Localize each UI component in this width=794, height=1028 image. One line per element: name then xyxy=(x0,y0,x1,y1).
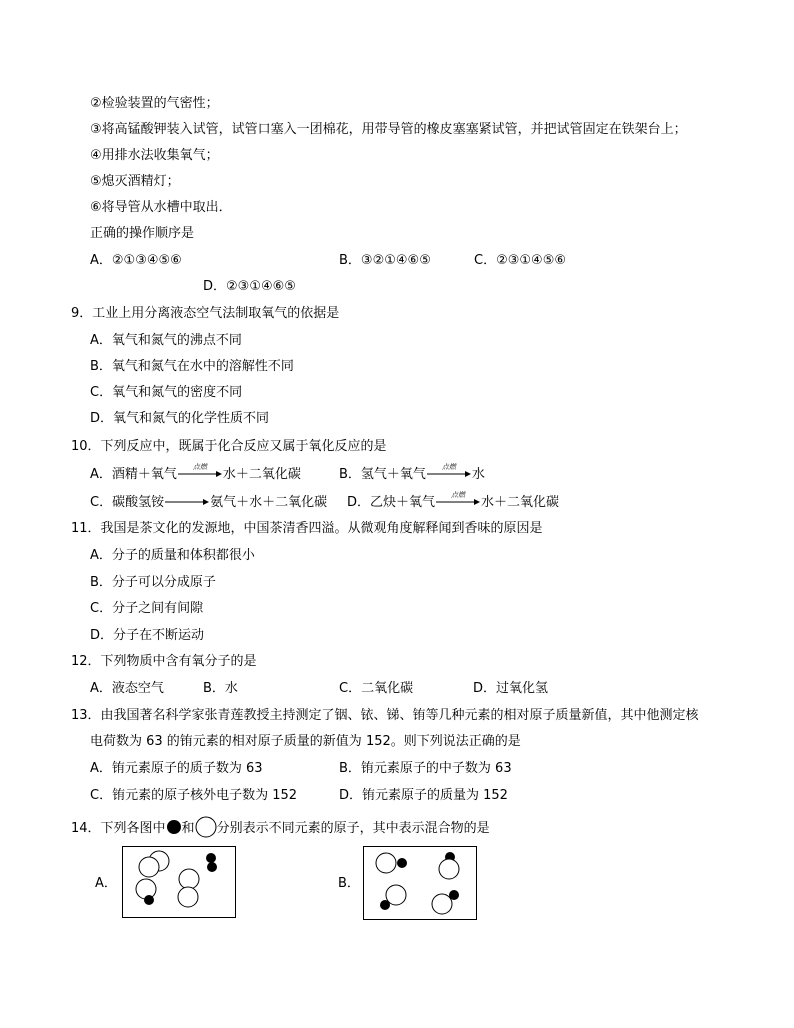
q10-d-products: 水＋二氧化碳 xyxy=(481,495,560,510)
q13-option-d[interactable]: D．铕元素原子的质量为 152 xyxy=(339,788,508,803)
q10-option-d[interactable] xyxy=(347,491,560,511)
q14-option-a-label[interactable]: A． xyxy=(95,876,117,891)
q13-stem-line1: 13．由我国著名科学家张青莲教授主持测定了铟、铱、锑、铕等几种元素的相对原子质量新值，其中他测定核 xyxy=(71,708,699,723)
step-3: ③将高锰酸钾装入试管，试管口塞入一团棉花，用带导管的橡皮塞塞紧试管，并把试管固定在铁架台上； xyxy=(90,122,687,137)
filled-atom-icon xyxy=(166,819,182,835)
step-6: ⑥将导管从水槽中取出． xyxy=(90,200,232,215)
reaction-condition: 点燃 xyxy=(451,491,466,499)
q14-option-a-diagram[interactable] xyxy=(122,846,236,918)
q10-c-reactants: C．碳酸氢铵 xyxy=(90,495,165,510)
reaction-arrow-icon xyxy=(178,463,222,480)
q13-option-a[interactable]: A．铕元素原子的质子数为 63 xyxy=(90,761,263,776)
step-2: ②检验装置的气密性； xyxy=(90,96,219,111)
q14-stem-and: 和 xyxy=(181,821,195,836)
hollow-atom-icon xyxy=(195,816,217,838)
q10-d-reactants: D．乙炔＋氧气 xyxy=(347,495,436,510)
q10-b-products: 水 xyxy=(471,467,485,482)
q10-a-products: 水＋二氧化碳 xyxy=(222,467,301,482)
q10-option-a[interactable] xyxy=(90,463,301,483)
reaction-condition: 点燃 xyxy=(192,463,207,471)
particle-diagram-b xyxy=(364,847,476,919)
q14-stem xyxy=(71,816,490,838)
q14-option-b-diagram[interactable] xyxy=(363,846,477,920)
q10-option-c[interactable] xyxy=(90,494,327,511)
q9-option-c[interactable]: C．氧气和氮气的密度不同 xyxy=(90,385,243,400)
reaction-arrow-icon xyxy=(165,494,209,508)
q8-option-c[interactable]: C．②③①④⑤⑥ xyxy=(474,253,567,268)
q10-a-reactants: A．酒精＋氧气 xyxy=(90,467,177,482)
q9-stem: 9．工业上用分离液态空气法制取氧气的依据是 xyxy=(71,306,340,321)
reaction-condition: 点燃 xyxy=(441,463,456,471)
q11-option-b[interactable]: B．分子可以分成原子 xyxy=(90,575,216,590)
q11-option-d[interactable]: D．分子在不断运动 xyxy=(90,628,205,643)
q9-option-b[interactable]: B．氧气和氮气在水中的溶解性不同 xyxy=(90,359,294,374)
q11-option-a[interactable]: A．分子的质量和体积都很小 xyxy=(90,548,255,563)
q10-stem: 10．下列反应中，既属于化合反应又属于氧化反应的是 xyxy=(71,439,387,454)
q10-b-reactants: B．氢气＋氧气 xyxy=(339,467,426,482)
q14-stem-start: 14．下列各图中 xyxy=(71,821,166,836)
q12-option-a[interactable]: A．液态空气 xyxy=(90,681,164,696)
q14-stem-end: 分别表示不同元素的原子，其中表示混合物的是 xyxy=(216,821,490,836)
q8-option-a[interactable]: A．②①③④⑤⑥ xyxy=(90,253,182,268)
q8-option-d[interactable]: D．②③①④⑥⑤ xyxy=(203,279,296,294)
q14-option-b-label[interactable]: B． xyxy=(338,876,360,891)
q13-option-c[interactable]: C．铕元素的原子核外电子数为 152 xyxy=(90,788,298,803)
q9-option-a[interactable]: A．氧气和氮气的沸点不同 xyxy=(90,333,242,348)
reaction-arrow-icon xyxy=(436,491,480,508)
q9-option-d[interactable]: D．氧气和氮气的化学性质不同 xyxy=(90,411,270,426)
q10-option-b[interactable] xyxy=(339,463,485,483)
q13-option-b[interactable]: B．铕元素原子的中子数为 63 xyxy=(339,761,512,776)
q10-c-products: 氨气＋水＋二氧化碳 xyxy=(210,495,328,510)
q8-prompt: 正确的操作顺序是 xyxy=(90,226,195,241)
particle-diagram-a xyxy=(123,847,235,917)
q12-option-b[interactable]: B．水 xyxy=(203,681,238,696)
q12-option-c[interactable]: C．二氧化碳 xyxy=(339,681,414,696)
step-5: ⑤熄灭酒精灯； xyxy=(90,174,180,189)
q13-stem-line2: 电荷数为 63 的铕元素的相对原子质量的新值为 152。则下列说法正确的是 xyxy=(90,734,521,749)
q11-option-c[interactable]: C．分子之间有间隙 xyxy=(90,601,204,616)
q11-stem: 11．我国是茶文化的发源地，中国茶清香四溢。从微观角度解释闻到香味的原因是 xyxy=(71,521,543,536)
q8-option-b[interactable]: B．③②①④⑥⑤ xyxy=(339,253,431,268)
reaction-arrow-icon xyxy=(427,463,471,480)
step-4: ④用排水法收集氧气； xyxy=(90,148,219,163)
q12-option-d[interactable]: D．过氧化氢 xyxy=(473,681,549,696)
q12-stem: 12．下列物质中含有氧分子的是 xyxy=(71,654,257,669)
